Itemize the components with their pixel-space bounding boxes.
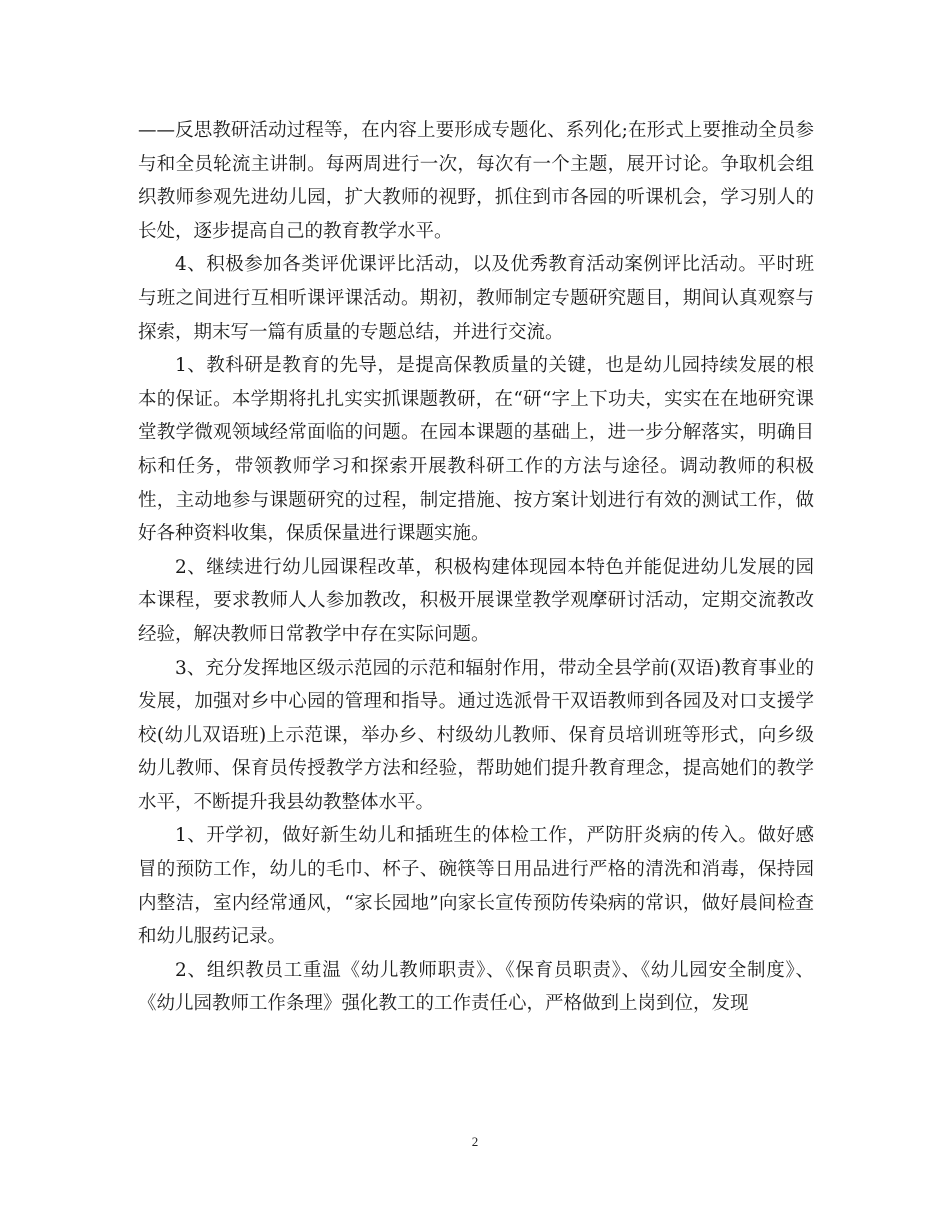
paragraph: 1、教科研是教育的先导，是提高保教质量的关键，也是幼儿园持续发展的根本的保证。本学期将扎扎实实抓课题教研，在“研“字上下功夫，实实在在地研究课堂教学微观领域经常面临的问题。在园本课题的基础上，进一步分解落实，明确目标和任务，带领教师学习和探索开展教科研工作的方法与途径。调动教师的积极性，主动地参与课题研究的过程，制定措施、按方案计划进行有效的测试工作，做好各种资料收集，保质保量进行课题实施。	[138, 355, 814, 545]
paragraph: 2、组织教员工重温《幼儿教师职责》、《保育员职责》、《幼儿园安全制度》、《幼儿园教师工作条理》强化教工的工作责任心，严格做到上岗到位，发现	[138, 959, 814, 1015]
page-number: 2	[471, 1134, 479, 1149]
paragraph: 1、开学初，做好新生幼儿和插班生的体检工作，严防肝炎病的传入。做好感冒的预防工作，幼儿的毛巾、杯子、碗筷等日用品进行严格的清洗和消毒，保持园内整洁，室内经常通风，“家长园地”向家长宣传预防传染病的常识，做好晨间检查和幼儿服药记录。	[138, 825, 814, 948]
paragraph: 2、继续进行幼儿园课程改革，积极构建体现园本特色并能促进幼儿发展的园本课程，要求教师人人参加教改，积极开展课堂教学观摩研讨活动，定期交流教改经验，解决教师日常教学中存在实际问题。	[138, 556, 814, 645]
paragraph: ——反思教研活动过程等，在内容上要形成专题化、系列化;在形式上要推动全员参与和全员轮流主讲制。每两周进行一次，每次有一个主题，展开讨论。争取机会组织教师参观先进幼儿园，扩大教师的视野，抓住到市各园的听课机会，学习别人的长处，逐步提高自己的教育教学水平。	[138, 120, 814, 242]
paragraph: 4、积极参加各类评优课评比活动，以及优秀教育活动案例评比活动。平时班与班之间进行互相听课评课活动。期初，教师制定专题研究题目，期间认真观察与探索，期末写一篇有质量的专题总结，并进行交流。	[138, 254, 814, 343]
paragraph: 3、充分发挥地区级示范园的示范和辐射作用，带动全县学前(双语)教育事业的发展，加强对乡中心园的管理和指导。通过选派骨干双语教师到各园及对口支援学校(幼儿双语班)上示范课，举办乡、村级幼儿教师、保育员培训班等形式，向乡级幼儿教师、保育员传授教学方法和经验，帮助她们提升教育理念，提高她们的教学水平，不断提升我县幼教整体水平。	[138, 657, 814, 813]
document-body	[138, 114, 814, 1021]
